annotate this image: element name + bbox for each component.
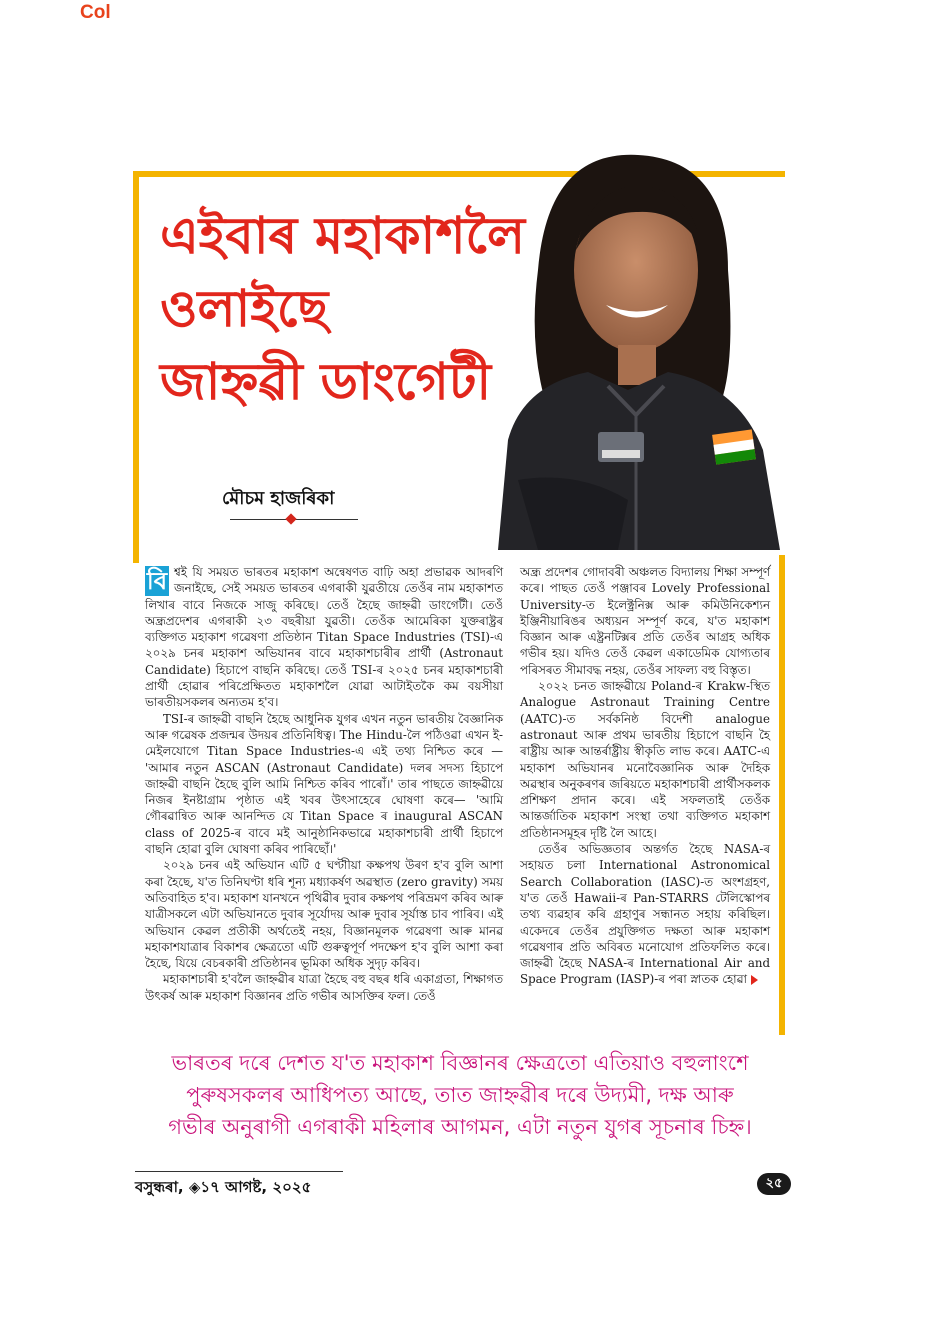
drop-cap: বি: [146, 567, 168, 595]
footer-rule: [135, 1171, 343, 1172]
paragraph: ২০২২ চনত জাহ্নৱীয়ে Poland-ৰ Krakw-স্থিত Analogue Astronaut Training Centre (AATC)-ত সৰ্বকনিষ্ঠ বিদেশী analogue astronaut আৰু প্ৰথম ভাৰতীয় হিচাপে বাছনি হৈ ৰাষ্ট্ৰীয় আৰু আন্তৰ্ৰাষ্ট্ৰীয় স্বীকৃতি লাভ কৰে। AATC-এ মহাকাশ অভিযানৰ মনোবৈজ্ঞানিক আৰু দৈহিক অৱস্থাৰ অনুকৰণৰ জৰিয়তে মহাকাশচাৰী প্ৰাৰ্থীসকলক প্ৰশিক্ষণ প্ৰদান কৰে। এই সফলতাই তেওঁক আন্তৰ্জাতিক মহাকাশ সংস্থা তথা ব্যক্তিগত মহাকাশ প্ৰতিষ্ঠানসমূহৰ দৃষ্টি লৈ আহে।: [520, 679, 770, 840]
astronaut-portrait: [478, 150, 780, 550]
article-column-2: [520, 564, 770, 988]
frame-left-border: [133, 171, 139, 563]
continue-arrow-icon: [751, 975, 758, 985]
paragraph: মহাকাশচাৰী হ'বলৈ জাহ্নৱীৰ যাত্ৰা হৈছে বহু বছৰ ধৰি একাগ্ৰতা, শিক্ষাগত উৎকৰ্ষ আৰু মহাকাশ বিজ্ঞানৰ প্ৰতি গভীৰ আসক্তিৰ ফল। তেওঁ: [145, 972, 503, 1003]
page-number: ২৫: [757, 1173, 791, 1195]
pull-quote: ভাৰতৰ দৰে দেশত য'ত মহাকাশ বিজ্ঞানৰ ক্ষেত্ৰতো এতিয়াও বহুলাংশে পুৰুষসকলৰ আধিপত্য আছে, তাত জাহ্নৱীৰ দৰে উদ্যমী, দক্ষ আৰু গভীৰ অনুৰাগী এগৰাকী মহিলাৰ আগমন, এটা নতুন যুগৰ সূচনাৰ চিহ্ন।: [168, 1051, 752, 1139]
byline-diamond-ornament: [285, 513, 296, 524]
frame-right-border: [779, 555, 785, 1035]
paragraph: বি শ্বই যি সময়ত ভাৰতৰ মহাকাশ অন্বেষণত বাঢ়ি অহা প্ৰভাৱক আদৰণি জনাইছে, সেই সময়ত ভাৰতৰ এগৰাকী যুৱতীয়ে তেওঁৰ নাম মহাকাশত লিখাৰ বাবে নিজকে সাজু কৰিছে। তেওঁ হৈছে জাহ্নৱী ডাংগেটী। তেওঁ অন্ধ্ৰপ্ৰদেশৰ এগৰাকী ২৩ বছৰীয়া যুৱতী। তেওঁক আমেৰিকা যুক্তৰাষ্ট্ৰৰ ব্যক্তিগত মহাকাশ গৱেষণা প্ৰতিষ্ঠান Titan Space Industries (TSI)-এ ২০২৯ চনৰ মহাকাশ অভিযানৰ বাবে মহাকাশচাৰীৰ প্ৰাৰ্থী (Astronaut Candidate) হিচাপে বাছনি কৰিছে। তেওঁ TSI-ৰ ২০২৫ চনৰ মহাকাশচাৰী প্ৰাৰ্থী হোৱাৰ পৰিপ্ৰেক্ষিতত মহাকাশলৈ যোৱা আটাইতকৈ কম বয়সীয়া ভাৰতীয়সকলৰ অন্যতম হ'ব।: [145, 565, 503, 710]
paragraph: ২০২৯ চনৰ এই অভিযান এটি ৫ ঘণ্টাীয়া কক্ষপথ উৰণ হ'ব বুলি আশা কৰা হৈছে, য'ত তিনিঘণ্টা ধৰি শূন্য মধ্যাকৰ্ষণ অৱস্থাত (zero gravity) সময় অতিবাহিত হ'ব। মহাকাশ যানখনে পৃথিৱীৰ দুবাৰ কক্ষপথ পৰিভ্ৰমণ কৰিব আৰু যাত্ৰীসকলে এটা অভিযানতে দুবাৰ সূৰ্যোদয় আৰু দুবাৰ সূৰ্যাস্ত চাব পাৰিব। এই অভিযান কেৱল প্ৰতীকী অৰ্থতেই নহয়, বিজ্ঞানমূলক গৱেষণা আৰু মানৱ মহাকাশযাত্ৰাৰ বিকাশৰ ক্ষেত্ৰতো এটি গুৰুত্বপূৰ্ণ পদক্ষেপ হ'ব বুলি আশা কৰা হৈছে, যিয়ে বেচৰকাৰী প্ৰতিষ্ঠানৰ ভূমিকা অধিক সুদৃঢ় কৰিব।: [145, 858, 503, 971]
corner-label: Col: [80, 2, 111, 23]
byline: মৌচম হাজৰিকা: [222, 488, 335, 509]
paragraph: তেওঁৰ অভিজ্ঞতাৰ অন্তৰ্গত হৈছে NASA-ৰ সহায়ত চলা International Astronomical Search Collaboration (IASC)-ত অংশগ্ৰহণ, য'ত তেওঁ Hawaii-ৰ Pan-STARRS টেলিস্কোপৰ তথ্য ব্যৱহাৰ কৰি গ্ৰহাণুৰ সন্ধানত সহায় কৰিছিল। একেদৰে তেওঁৰ প্ৰযুক্তিগত দক্ষতা আৰু মহাকাশ গৱেষণাৰ প্ৰতি অবিৰত মনোযোগ প্ৰতিফলিত কৰে। জাহ্নৱী হৈছে NASA-ৰ International Air and Space Program (IASP)-ৰ পৰা স্নাতক হোৱা: [520, 842, 770, 987]
footer-publication-date: বসুন্ধৰা, ◈১৭ আগষ্ট, ২০২৫: [135, 1178, 312, 1196]
paragraph: TSI-ৰ জাহ্নৱী বাছনি হৈছে আধুনিক যুগৰ এখন নতুন ভাৰতীয় বৈজ্ঞানিক আৰু গৱেষক প্ৰজন্মৰ উদয়ৰ প্ৰতিনিধিত্ব। The Hindu-লৈ পঠিওৱা এখন ই-মেইলযোগে Titan Space Industries-এ এই তথ্য নিশ্চিত কৰে — 'আমাৰ নতুন ASCAN (Astronaut Candidate) দলৰ সদস্য হিচাপে জাহ্নৱী বাছনি হৈছে বুলি আমি নিশ্চিত কৰিব পাৰোঁ।' তাৰ পাছতে জাহ্নৱীয়ে নিজৰ ইনষ্টাগ্ৰাম পৃষ্ঠাত এই খবৰ উৎসাহেৰে ঘোষণা কৰে— 'আমি গৌৰৱান্বিত আৰু আনন্দিত যে Titan Space ৰ inaugural ASCAN class of 2025-ৰ বাবে মই আনুষ্ঠানিকভাৱে মহাকাশচাৰী প্ৰাৰ্থী হিচাপে বাছনি হোৱা বুলি ঘোষণা কৰিব পাৰিছোঁ।': [145, 711, 503, 857]
article-column-1: [145, 564, 503, 1004]
headline: এইবাৰ মহাকাশলৈ ওলাইছে জাহ্নৱী ডাংগেটী: [160, 207, 525, 412]
paragraph: অন্ধ্ৰ প্ৰদেশৰ গোদাবৰী অঞ্চলত বিদ্যালয় শিক্ষা সম্পূৰ্ণ কৰে। পাছত তেওঁ পঞ্জাবৰ Lovely Professional University-ত ইলেক্ট্ৰনিক্স আৰু কমিউনিকেশ্যন ইঞ্জিনীয়াৰিঙৰ অধ্যয়ন সম্পূৰ্ণ কৰে, য'ত মহাকাশ বিজ্ঞান আৰু এষ্ট্ৰনটিক্সৰ প্ৰতি তেওঁৰ আগ্ৰহ অধিক গভীৰ হয়। যদিও তেওঁ কেৱল একাডেমিক যোগ্যতাৰ পৰিসৰত সীমাবদ্ধ নহয়, তেওঁৰ সাফল্য বহু বিস্তৃত।: [520, 565, 770, 677]
